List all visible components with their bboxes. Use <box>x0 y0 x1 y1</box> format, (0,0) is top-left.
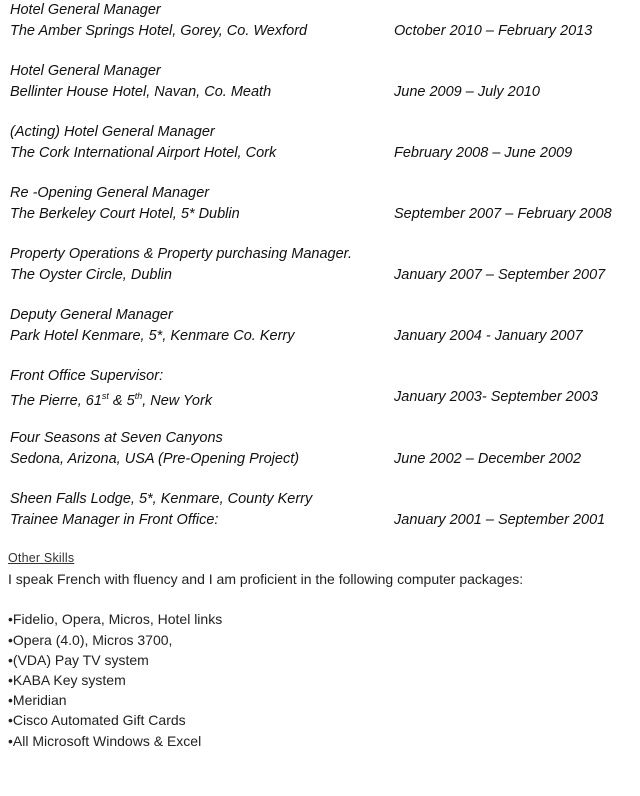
experience-entry <box>10 183 630 224</box>
experience-entry <box>10 428 630 469</box>
job-title: Front Office Supervisor: <box>10 368 164 384</box>
job-title: Hotel General Manager <box>10 63 161 79</box>
job-place: The Cork International Airport Hotel, Cork <box>10 144 277 161</box>
experience-entry <box>10 0 630 41</box>
skills-intro: I speak French with fluency and I am proficient in the following computer packages: <box>8 571 524 588</box>
experience-entry <box>10 122 630 163</box>
list-item: • (VDA) Pay TV system <box>8 650 628 670</box>
job-place: Sedona, Arizona, USA (Pre-Opening Project) <box>10 450 300 467</box>
list-item: • Meridian <box>8 690 628 710</box>
experience-entry <box>10 366 630 410</box>
other-skills-section <box>8 548 628 751</box>
job-place: The Oyster Circle, Dublin <box>10 266 172 283</box>
list-item: • Opera (4.0), Micros 3700, <box>8 630 628 650</box>
job-place: The Pierre, 61st & 5th, New York <box>10 391 213 410</box>
job-place: Park Hotel Kenmare, 5*, Kenmare Co. Kerry <box>10 327 295 344</box>
job-title: (Acting) Hotel General Manager <box>10 124 215 140</box>
experience-entry <box>10 244 630 285</box>
job-dates: June 2009 – July 2010 <box>394 83 540 100</box>
list-item: • All Microsoft Windows & Excel <box>8 731 628 751</box>
job-place: The Berkeley Court Hotel, 5* Dublin <box>10 205 240 222</box>
job-title: Hotel General Manager <box>10 2 161 18</box>
list-item: • Cisco Automated Gift Cards <box>8 710 628 730</box>
job-title: Four Seasons at Seven Canyons <box>10 430 223 446</box>
skills-list <box>8 609 628 750</box>
job-place: The Amber Springs Hotel, Gorey, Co. Wexford <box>10 22 308 39</box>
job-title: Deputy General Manager <box>10 307 173 323</box>
job-title: Re -Opening General Manager <box>10 185 210 201</box>
job-place: Bellinter House Hotel, Navan, Co. Meath <box>10 83 272 100</box>
job-dates: June 2002 – December 2002 <box>394 450 582 467</box>
experience-entry <box>10 61 630 102</box>
job-place: Trainee Manager in Front Office: <box>10 511 219 528</box>
job-dates: January 2003- September 2003 <box>394 388 598 405</box>
job-title: Sheen Falls Lodge, 5*, Kenmare, County Kerry <box>10 491 313 507</box>
job-dates: September 2007 – February 2008 <box>394 205 612 222</box>
experience-entry <box>10 489 630 530</box>
section-heading: Other Skills <box>8 551 75 565</box>
job-dates: January 2001 – September 2001 <box>394 511 606 528</box>
experience-entry <box>10 305 630 346</box>
job-dates: February 2008 – June 2009 <box>394 144 573 161</box>
list-item: • Fidelio, Opera, Micros, Hotel links <box>8 609 628 629</box>
list-item: • KABA Key system <box>8 670 628 690</box>
job-dates: October 2010 – February 2013 <box>394 22 593 39</box>
job-dates: January 2004 - January 2007 <box>394 327 583 344</box>
job-dates: January 2007 – September 2007 <box>394 266 606 283</box>
job-title: Property Operations & Property purchasing Manager. <box>10 246 352 262</box>
